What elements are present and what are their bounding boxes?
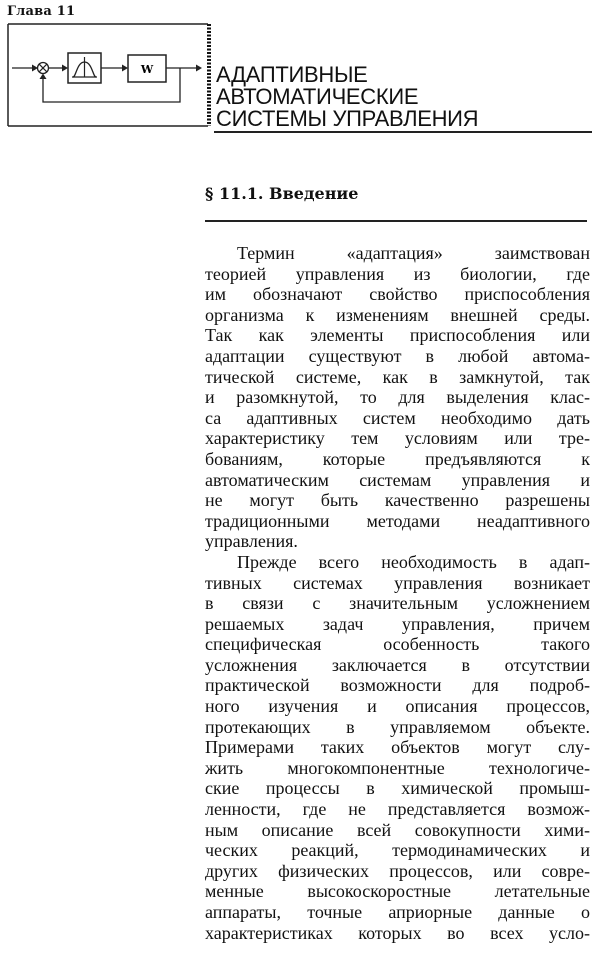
text-line: са адаптивных систем необходимо дать bbox=[205, 407, 590, 428]
text-line: характеристику тем условиям или тре- bbox=[205, 428, 590, 449]
text-line: протекающих в управляемом объекте. bbox=[205, 716, 590, 737]
text-line: ческих реакций, термодинамических и bbox=[205, 840, 590, 861]
text-line: ного изучения и описания процессов, bbox=[205, 696, 590, 717]
text-line: автоматическим системам управления и bbox=[205, 469, 590, 490]
text-line: менные высокоскоростные летательные bbox=[205, 881, 590, 902]
text-line: усложнения заключается в отсутствии bbox=[205, 654, 590, 675]
text-line: тивных системах управления возникает bbox=[205, 572, 590, 593]
text-line: Так как элементы приспособления или bbox=[205, 325, 590, 346]
text-line: Прежде всего необходимость в адап- bbox=[237, 551, 590, 572]
text-line: традиционными методами неадаптивного bbox=[205, 510, 590, 531]
chapter-title-rule bbox=[214, 131, 592, 133]
text-line: характеристиках которых во всех усло- bbox=[205, 922, 590, 943]
text-line: ленности, где не представляется возмож- bbox=[205, 799, 590, 820]
text-line: теорией управления из биологии, где bbox=[205, 263, 590, 284]
text-line: адаптации существуют в любой автома- bbox=[205, 345, 590, 366]
text-line: других физических процессов, или совре- bbox=[205, 860, 590, 881]
text-line: им обозначают свойство приспособления bbox=[205, 284, 590, 305]
section-heading-rule bbox=[205, 220, 587, 222]
chapter-title-line: СИСТЕМЫ УПРАВЛЕНИЯ bbox=[216, 106, 479, 131]
text-line: управления. bbox=[205, 531, 298, 552]
chapter-title-line: АДАПТИВНЫЕ bbox=[216, 62, 368, 87]
block2-label: W bbox=[140, 63, 154, 76]
text-line: в связи с значительным усложнением bbox=[205, 593, 590, 614]
block2-arrowhead bbox=[122, 65, 128, 72]
body-text bbox=[205, 243, 590, 943]
text-line: Примерами таких объектов могут слу- bbox=[205, 737, 590, 758]
text-line: не могут быть качественно разрешены bbox=[205, 490, 590, 511]
feedback-arrowhead bbox=[40, 74, 47, 80]
text-line: ские процессы в химической промыш- bbox=[205, 778, 590, 799]
text-line: жить многокомпонентные технологиче- bbox=[205, 757, 590, 778]
text-line: тической системе, как в замкнутой, так bbox=[205, 366, 590, 387]
text-line: и разомкнутой, то для выделения клас- bbox=[205, 387, 590, 408]
output-arrowhead bbox=[196, 65, 202, 72]
chapter-title-line: АВТОМАТИЧЕСКИЕ bbox=[216, 84, 419, 109]
section-heading: § 11.1. Введение bbox=[205, 184, 359, 203]
text-line: Термин «адаптация» заимствован bbox=[237, 243, 590, 263]
chapter-title bbox=[216, 64, 478, 130]
chapter-logo-block-diagram bbox=[6, 22, 216, 130]
text-line: практической возможности для подроб- bbox=[205, 675, 590, 696]
text-line: решаемых задач управления, причем bbox=[205, 613, 590, 634]
block1-arrowhead bbox=[62, 65, 68, 72]
text-line: ным описание всей совокупности хими- bbox=[205, 819, 590, 840]
text-line: организма к изменениям внешней среды. bbox=[205, 304, 590, 325]
text-line: аппараты, точные априорные данные о bbox=[205, 902, 590, 922]
chapter-label: Глава 11 bbox=[7, 4, 76, 19]
summing-junction-icon bbox=[38, 63, 49, 74]
text-line: специфическая особенность такого bbox=[205, 634, 590, 655]
text-line: бованиям, которые предъявляются к bbox=[205, 448, 590, 469]
